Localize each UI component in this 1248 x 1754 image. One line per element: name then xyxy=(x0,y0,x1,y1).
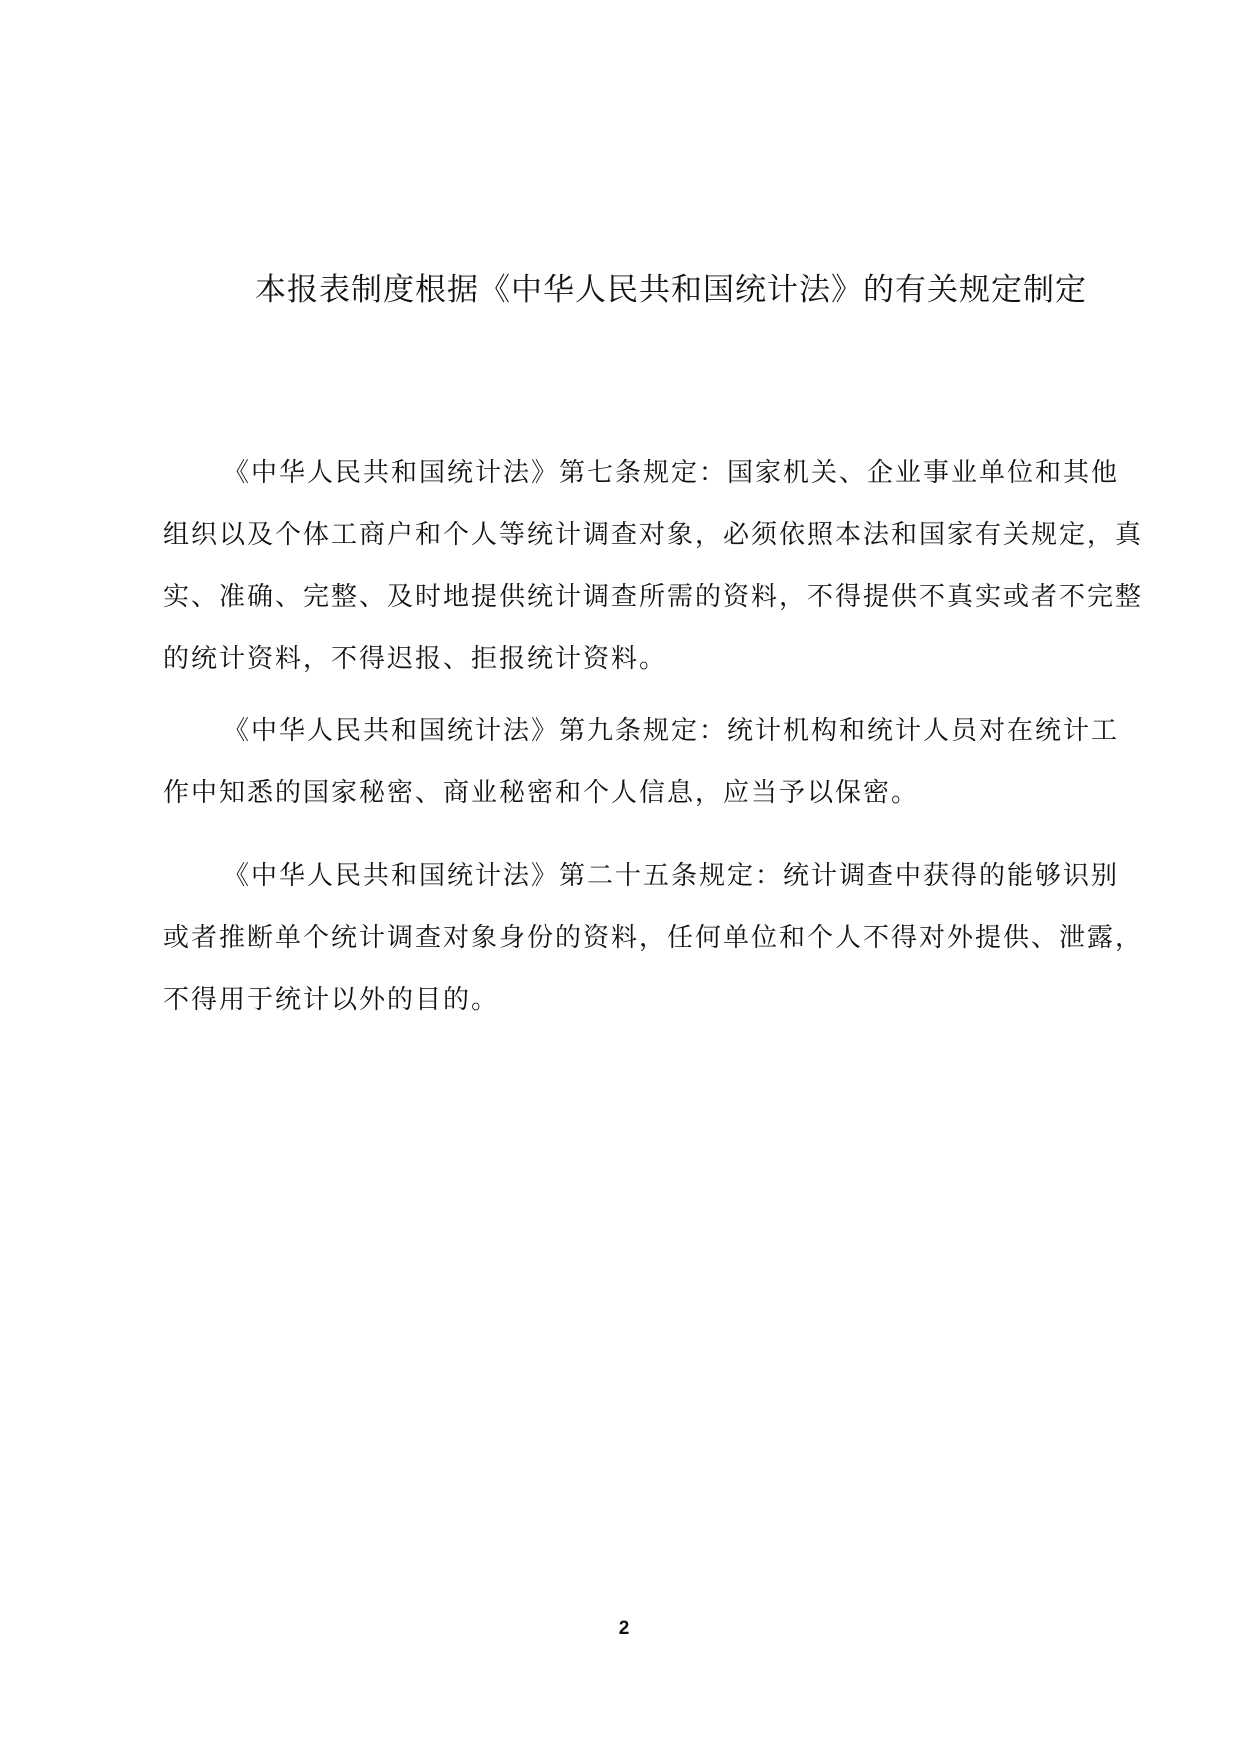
paragraph-article-7: 《中华人民共和国统计法》第七条规定：国家机关、企业事业单位和其他组织以及个体工商户和个人等统计调查对象，必须依照本法和国家有关规定，真实、准确、完整、及时地提供统计调查所需的资料，不得提供不真实或者不完整的统计资料，不得迟报、拒报统计资料。 xyxy=(163,458,1144,674)
paragraph-article-9: 《中华人民共和国统计法》第九条规定：统计机构和统计人员对在统计工作中知悉的国家秘密、商业秘密和个人信息，应当予以保密。 xyxy=(163,716,1120,808)
page-number: 2 xyxy=(618,1618,630,1639)
document-heading: 本报表制度根据《中华人民共和国统计法》的有关规定制定 xyxy=(255,272,1087,308)
paragraph-article-25: 《中华人民共和国统计法》第二十五条规定：统计调查中获得的能够识别或者推断单个统计调查对象身份的资料，任何单位和个人不得对外提供、泄露，不得用于统计以外的目的。 xyxy=(163,861,1144,1015)
